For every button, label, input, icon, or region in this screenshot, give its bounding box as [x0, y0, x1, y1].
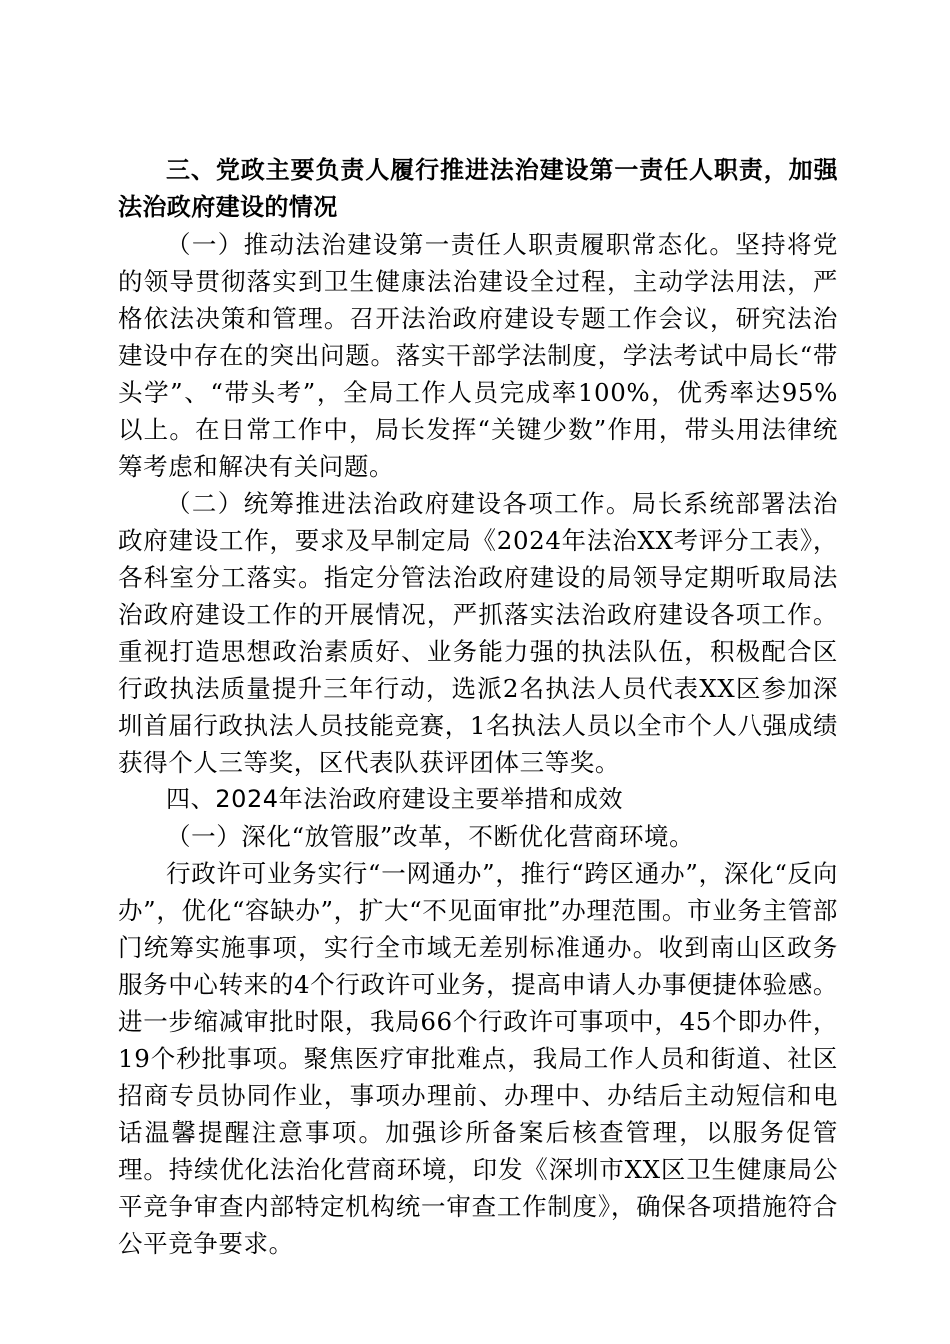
section-4-paragraph-1: 行政许可业务实行“一网通办”，推行“跨区通办”，深化“反向办”，优化“容缺办”，扩大“不见面审批”办理范围。市业务主管部门统筹实施事项，实行全市域无差别标准通办。收到南山区政务服务中心转来的4个行政许可业务，提高申请人办事便捷体验感。进一步缩减审批时限，我局66个行政许可事项中，45个即办件，19个秒批事项。聚焦医疗审批难点，我局工作人员和街道、社区招商专员协同作业，事项办理前、办理中、办结后主动短信和电话温馨提醒注意事项。加强诊所备案后核查管理，以服务促管理。持续优化法治化营商环境，印发《深圳市XX区卫生健康局公平竞争审查内部特定机构统一审查工作制度》，确保各项措施符合公平竞争要求。 [118, 859, 838, 1258]
section-3-paragraph-2: （二）统筹推进法治政府建设各项工作。局长系统部署法治政府建设工作，要求及早制定局《2024年法治XX考评分工表》，各科室分工落实。指定分管法治政府建设的局领导定期听取局法治政府建设工作的开展情况，严抓落实法治政府建设各项工作。重视打造思想政治素质好、业务能力强的执法队伍，积极配合区行政执法质量提升三年行动，选派2名执法人员代表XX区参加深圳首届行政执法人员技能竞赛，1名执法人员以全市个人八强成绩获得个人三等奖，区代表队获评团体三等奖。 [118, 489, 838, 777]
section-3-paragraph-1: （一）推动法治建设第一责任人职责履职常态化。坚持将党的领导贯彻落实到卫生健康法治建设全过程，主动学法用法，严格依法决策和管理。召开法治政府建设专题工作会议，研究法治建设中存在的突出问题。落实干部学法制度，学法考试中局长“带头学”、“带头考”，全局工作人员完成率100%，优秀率达95%以上。在日常工作中，局长发挥“关键少数”作用，带头用法律统筹考虑和解决有关问题。 [118, 230, 838, 481]
section-3-heading: 三、党政主要负责人履行推进法治建设第一责任人职责，加强法治政府建设的情况 [118, 156, 838, 221]
section-4-subheading-1: （一）深化“放管服”改革，不断优化营商环境。 [166, 822, 695, 851]
document-body [118, 152, 838, 1262]
section-4-heading: 四、2024年法治政府建设主要举措和成效 [166, 785, 624, 813]
